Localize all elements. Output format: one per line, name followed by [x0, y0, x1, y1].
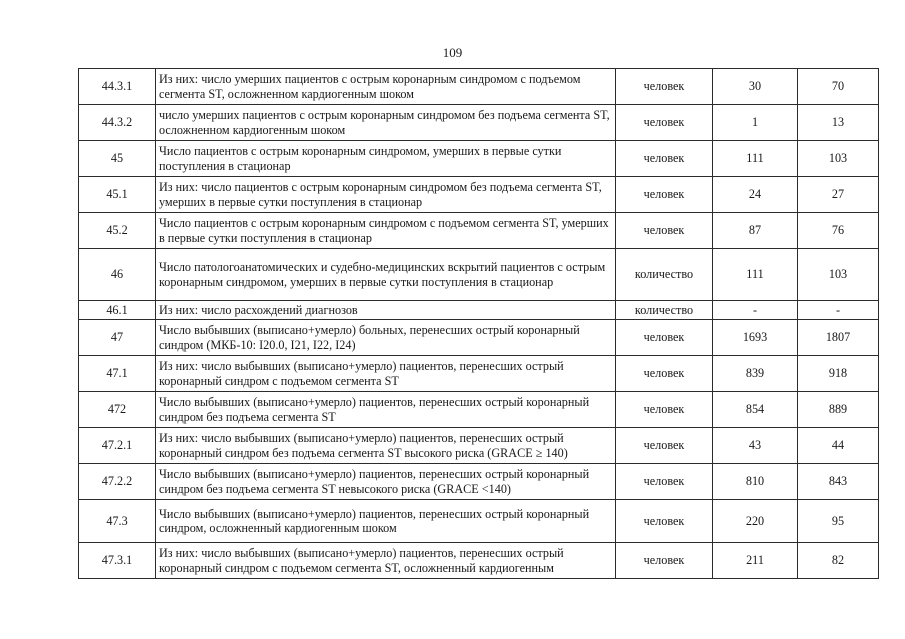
row-description: Число выбывших (выписано+умерло) пациентов, перенесших острый коронарный синдром, осложненный кардиогенным шоком — [156, 500, 616, 543]
row-number: 45.1 — [79, 177, 156, 213]
row-description: Из них: число выбывших (выписано+умерло) пациентов, перенесших острый коронарный синдром с подъемом сегмента ST, осложненный кардиогенным — [156, 543, 616, 579]
row-value-2: 82 — [798, 543, 879, 579]
row-value-2: 27 — [798, 177, 879, 213]
row-value-1: 854 — [713, 392, 798, 428]
row-unit: человек — [616, 320, 713, 356]
table-row — [79, 500, 879, 543]
row-description: Из них: число пациентов с острым коронарным синдромом без подъема сегмента ST, умерших в первые сутки поступления в стационар — [156, 177, 616, 213]
row-description: Число пациентов с острым коронарным синдромом, умерших в первые сутки поступления в стационар — [156, 141, 616, 177]
row-value-1: 220 — [713, 500, 798, 543]
row-number: 47.3 — [79, 500, 156, 543]
row-description: Число выбывших (выписано+умерло) больных, перенесших острый коронарный синдром (МКБ-10: I20.0, I21, I22, I24) — [156, 320, 616, 356]
table-row — [79, 428, 879, 464]
row-value-1: 211 — [713, 543, 798, 579]
row-value-2: 843 — [798, 464, 879, 500]
row-number: 46.1 — [79, 301, 156, 320]
row-unit: человек — [616, 392, 713, 428]
row-description: число умерших пациентов с острым коронарным синдромом без подъема сегмента ST, осложненном кардиогенным шоком — [156, 105, 616, 141]
row-number: 45.2 — [79, 213, 156, 249]
row-value-1: 839 — [713, 356, 798, 392]
statistics-table — [78, 68, 879, 579]
row-value-2: 889 — [798, 392, 879, 428]
row-value-1: 111 — [713, 141, 798, 177]
row-unit: количество — [616, 249, 713, 301]
row-number: 47.1 — [79, 356, 156, 392]
row-value-1: 43 — [713, 428, 798, 464]
row-description: Число пациентов с острым коронарным синдромом с подъемом сегмента ST, умерших в первые сутки поступления в стационар — [156, 213, 616, 249]
row-value-1: - — [713, 301, 798, 320]
row-value-1: 24 — [713, 177, 798, 213]
row-number: 47 — [79, 320, 156, 356]
table-row — [79, 356, 879, 392]
row-description: Число выбывших (выписано+умерло) пациентов, перенесших острый коронарный синдром без подъема сегмента ST — [156, 392, 616, 428]
row-value-1: 810 — [713, 464, 798, 500]
table-row — [79, 69, 879, 105]
row-value-1: 30 — [713, 69, 798, 105]
row-unit: количество — [616, 301, 713, 320]
row-number: 46 — [79, 249, 156, 301]
row-number: 47.3.1 — [79, 543, 156, 579]
table-row — [79, 249, 879, 301]
row-value-2: 95 — [798, 500, 879, 543]
row-unit: человек — [616, 543, 713, 579]
row-number: 472 — [79, 392, 156, 428]
table-row — [79, 392, 879, 428]
table-row — [79, 301, 879, 320]
table-row — [79, 213, 879, 249]
row-value-2: 44 — [798, 428, 879, 464]
row-number: 45 — [79, 141, 156, 177]
row-description: Из них: число умерших пациентов с острым коронарным синдромом с подъемом сегмента ST, осложненном кардиогенным шоком — [156, 69, 616, 105]
row-unit: человек — [616, 105, 713, 141]
row-unit: человек — [616, 177, 713, 213]
page-number: 109 — [442, 45, 463, 60]
row-value-1: 111 — [713, 249, 798, 301]
row-unit: человек — [616, 69, 713, 105]
row-number: 44.3.2 — [79, 105, 156, 141]
table-row — [79, 464, 879, 500]
row-value-2: 13 — [798, 105, 879, 141]
row-description: Из них: число выбывших (выписано+умерло) пациентов, перенесших острый коронарный синдром с подъемом сегмента ST — [156, 356, 616, 392]
row-unit: человек — [616, 141, 713, 177]
row-description: Из них: число расхождений диагнозов — [156, 301, 616, 320]
row-unit: человек — [616, 213, 713, 249]
row-description: Из них: число выбывших (выписано+умерло) пациентов, перенесших острый коронарный синдром без подъема сегмента ST высокого риска (GRACE ≥ 140) — [156, 428, 616, 464]
table-row — [79, 543, 879, 579]
row-unit: человек — [616, 356, 713, 392]
row-value-1: 1693 — [713, 320, 798, 356]
row-unit: человек — [616, 500, 713, 543]
row-value-1: 87 — [713, 213, 798, 249]
table-row — [79, 177, 879, 213]
row-number: 44.3.1 — [79, 69, 156, 105]
row-unit: человек — [616, 464, 713, 500]
row-value-2: 70 — [798, 69, 879, 105]
row-description: Число патологоанатомических и судебно-медицинских вскрытий пациентов с острым коронарным синдромом, умерших в первые сутки поступления в стационар — [156, 249, 616, 301]
row-number: 47.2.1 — [79, 428, 156, 464]
row-value-2: 918 — [798, 356, 879, 392]
row-value-1: 1 — [713, 105, 798, 141]
row-value-2: 103 — [798, 141, 879, 177]
row-unit: человек — [616, 428, 713, 464]
row-value-2: - — [798, 301, 879, 320]
table-row — [79, 320, 879, 356]
row-description: Число выбывших (выписано+умерло) пациентов, перенесших острый коронарный синдром без подъема сегмента ST невысокого риска (GRACE <140) — [156, 464, 616, 500]
row-value-2: 76 — [798, 213, 879, 249]
table-row — [79, 105, 879, 141]
row-number: 47.2.2 — [79, 464, 156, 500]
table-row — [79, 141, 879, 177]
row-value-2: 103 — [798, 249, 879, 301]
row-value-2: 1807 — [798, 320, 879, 356]
